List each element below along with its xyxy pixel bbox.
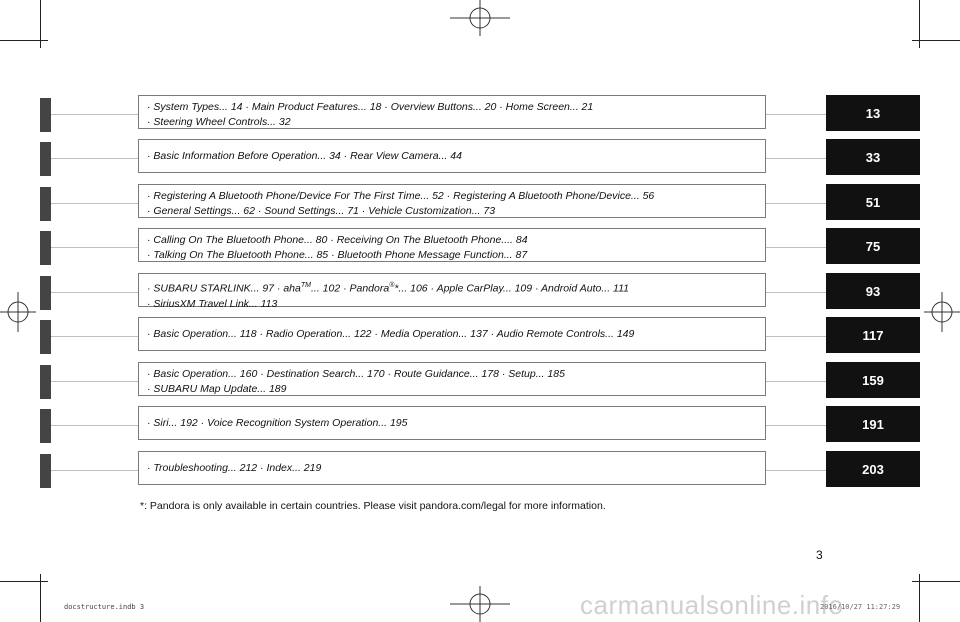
toc-line bbox=[147, 278, 757, 297]
page-tab[interactable]: 117 bbox=[826, 317, 920, 353]
page-tab[interactable]: 33 bbox=[826, 139, 920, 175]
toc-entry-box[interactable] bbox=[138, 362, 766, 396]
leader-line bbox=[51, 158, 138, 159]
toc-entry-box[interactable] bbox=[138, 317, 766, 351]
toc-line: · Basic Operation... 160 · Destination Search... 170 · Route Guidance... 178 · Setup... 185 bbox=[147, 368, 565, 380]
toc-row bbox=[0, 184, 960, 220]
leader-line bbox=[766, 292, 826, 293]
page-tab[interactable]: 93 bbox=[826, 273, 920, 309]
toc-entry-box[interactable] bbox=[138, 139, 766, 173]
leader-line bbox=[766, 158, 826, 159]
registered-sup: ® bbox=[389, 282, 395, 289]
registration-mark-icon bbox=[450, 586, 510, 622]
section-tab-marker bbox=[40, 187, 51, 221]
page-number: 3 bbox=[816, 548, 823, 562]
section-tab-marker bbox=[40, 98, 51, 132]
page-tab[interactable]: 51 bbox=[826, 184, 920, 220]
leader-line bbox=[766, 114, 826, 115]
leader-line bbox=[51, 114, 138, 115]
leader-line bbox=[51, 292, 138, 293]
toc-line: · Calling On The Bluetooth Phone... 80 · Receiving On The Bluetooth Phone.... 84 bbox=[147, 234, 528, 246]
toc-entry-box[interactable] bbox=[138, 228, 766, 262]
toc-entry-box[interactable] bbox=[138, 273, 766, 310]
section-tab-marker bbox=[40, 320, 51, 354]
toc-line: · Siri... 192 · Voice Recognition System Operation... 195 bbox=[147, 416, 408, 429]
toc-line: · Basic Information Before Operation... 34 · Rear View Camera... 44 bbox=[147, 149, 462, 162]
leader-line bbox=[766, 381, 826, 382]
section-tab-marker bbox=[40, 231, 51, 265]
leader-line bbox=[766, 336, 826, 337]
toc-line: · Basic Operation... 118 · Radio Operation... 122 · Media Operation... 137 · Audio Remote Controls... 149 bbox=[147, 327, 635, 340]
page-tab[interactable]: 191 bbox=[826, 406, 920, 442]
toc-line: · SiriusXM Travel Link... 113 bbox=[147, 297, 278, 310]
toc-row bbox=[0, 317, 960, 353]
toc-entry-box[interactable] bbox=[138, 451, 766, 485]
toc-row bbox=[0, 273, 960, 309]
page-tab[interactable]: 203 bbox=[826, 451, 920, 487]
page-tab[interactable]: 75 bbox=[826, 228, 920, 264]
leader-line bbox=[766, 203, 826, 204]
toc-text: *... 106 · Apple CarPlay... 109 · Android Auto... 111 bbox=[394, 282, 629, 295]
toc-line: · Troubleshooting... 212 · Index... 219 bbox=[147, 461, 322, 474]
toc-text: · SUBARU STARLINK... 97 · aha bbox=[147, 282, 301, 295]
toc-row bbox=[0, 362, 960, 398]
trademark-sup: TM bbox=[300, 282, 311, 289]
toc-line: · System Types... 14 · Main Product Features... 18 · Overview Buttons... 20 · Home Screen... 21 bbox=[147, 101, 594, 113]
print-imprint-date: 2016/10/27 11:27:29 bbox=[820, 603, 901, 611]
toc-entry-box[interactable] bbox=[138, 95, 766, 129]
leader-line bbox=[766, 247, 826, 248]
page-tab[interactable]: 159 bbox=[826, 362, 920, 398]
page-tab[interactable]: 13 bbox=[826, 95, 920, 131]
crop-mark bbox=[912, 40, 960, 41]
toc-line: · General Settings... 62 · Sound Settings... 71 · Vehicle Customization... 73 bbox=[147, 205, 496, 217]
toc-row bbox=[0, 451, 960, 487]
section-tab-marker bbox=[40, 454, 51, 488]
toc-line: · Steering Wheel Controls... 32 bbox=[147, 116, 291, 128]
section-tab-marker bbox=[40, 276, 51, 310]
crop-mark bbox=[0, 40, 48, 41]
section-tab-marker bbox=[40, 409, 51, 443]
toc-line: · Registering A Bluetooth Phone/Device For The First Time... 52 · Registering A Bluetooth Phone/Device... 56 bbox=[147, 190, 655, 202]
registration-mark-icon bbox=[450, 0, 510, 36]
leader-line bbox=[766, 425, 826, 426]
section-tab-marker bbox=[40, 365, 51, 399]
toc-line: · Talking On The Bluetooth Phone... 85 · Bluetooth Phone Message Function... 87 bbox=[147, 249, 528, 261]
leader-line bbox=[766, 470, 826, 471]
print-imprint: docstructure.indb 3 bbox=[64, 603, 145, 611]
footnote: *: Pandora is only available in certain countries. Please visit pandora.com/legal for more information. bbox=[140, 500, 606, 512]
section-tab-marker bbox=[40, 142, 51, 176]
toc-row bbox=[0, 228, 960, 264]
toc-entry-box[interactable] bbox=[138, 184, 766, 218]
toc-line: · SUBARU Map Update... 189 bbox=[147, 383, 287, 395]
leader-line bbox=[51, 247, 138, 248]
toc-row bbox=[0, 95, 960, 131]
watermark: carmanualsonline.info bbox=[580, 590, 844, 620]
leader-line bbox=[51, 470, 138, 471]
toc-row bbox=[0, 139, 960, 175]
crop-mark bbox=[912, 581, 960, 582]
leader-line bbox=[51, 425, 138, 426]
leader-line bbox=[51, 336, 138, 337]
toc-row bbox=[0, 406, 960, 442]
leader-line bbox=[51, 203, 138, 204]
toc-text: ... 102 · Pandora bbox=[310, 282, 390, 295]
crop-mark bbox=[0, 581, 48, 582]
toc-entry-box[interactable] bbox=[138, 406, 766, 440]
leader-line bbox=[51, 381, 138, 382]
